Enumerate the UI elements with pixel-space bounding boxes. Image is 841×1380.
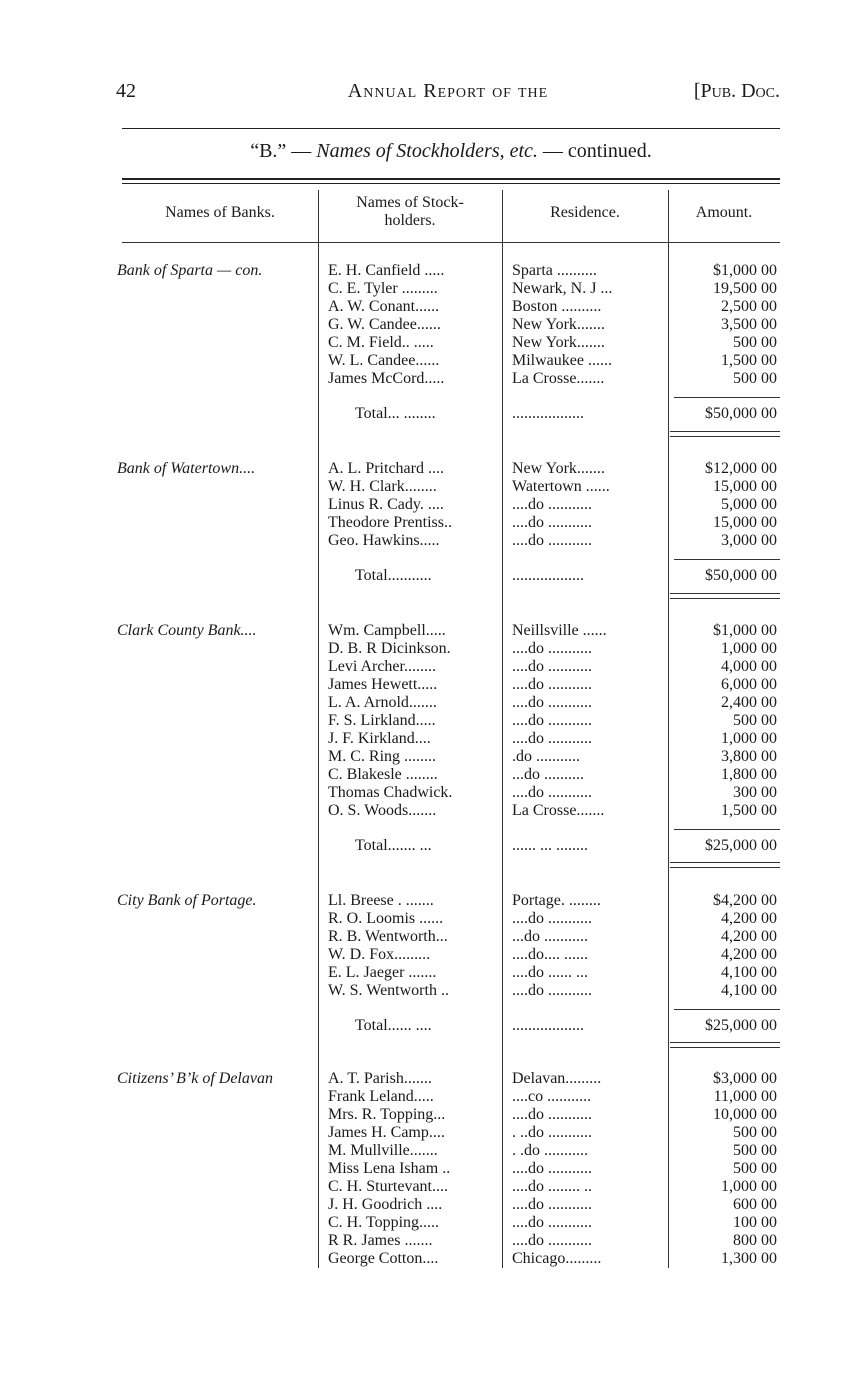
header-bottom-rule [122,242,780,243]
table-row [0,982,841,1000]
double-rule [670,1042,780,1048]
stockholder-name: A. W. Conant...... [328,298,440,315]
residence: ....do ........... [512,1232,592,1249]
total-row [0,1016,841,1036]
total-dots: .................. [512,405,584,422]
residence: Sparta .......... [512,262,597,279]
stockholder-name: James Hewett..... [328,676,438,693]
table-row [0,640,841,658]
residence: .do ........... [512,748,580,765]
running-title: Annual Report of the [347,80,549,102]
amount: 1,500 00 [721,802,777,819]
sum-rule [674,829,780,830]
table-row [0,1232,841,1250]
header-amount: Amount. [695,204,753,221]
table-row [0,280,841,298]
residence: ....do ........... [512,496,592,513]
amount: 11,000 00 [713,1088,777,1105]
amount: 500 00 [733,370,777,387]
stockholder-name: W. L. Candee...... [328,352,440,369]
residence: . ..do ........... [512,1124,592,1141]
table-row [0,460,841,478]
table-row [0,478,841,496]
table-row [0,1106,841,1124]
table-row [0,1070,841,1088]
stockholder-name: E. L. Jaeger ....... [328,964,437,981]
amount: 3,000 00 [721,532,777,549]
total-amount: $50,000 00 [705,567,777,584]
stockholder-name: A. T. Parish....... [328,1070,432,1087]
residence: New York....... [512,460,605,477]
stockholder-name: James McCord..... [328,370,445,387]
amount: 6,000 00 [721,676,777,693]
residence: La Crosse....... [512,370,605,387]
amount: $3,000 00 [713,1070,777,1087]
amount: 4,100 00 [721,964,777,981]
header-residence: Residence. [550,204,620,221]
residence: Newark, N. J ... [512,280,613,297]
residence: ....do ........ .. [512,1178,592,1195]
amount: 4,200 00 [721,910,777,927]
table-row [0,622,841,640]
table-row [0,946,841,964]
residence: ....do ........... [512,658,592,675]
table-row [0,712,841,730]
total-amount: $50,000 00 [705,405,777,422]
residence: ....do ...... ... [512,964,588,981]
stockholder-name: E. H. Canfield ..... [328,262,445,279]
sum-rule [674,1009,780,1010]
stockholder-name: C. M. Field.. ..... [328,334,434,351]
table-row [0,892,841,910]
stockholder-name: C. H. Topping..... [328,1214,440,1231]
residence: ....do ........... [512,730,592,747]
amount: 500 00 [733,712,777,729]
sum-rule [674,397,780,398]
total-row [0,404,841,424]
amount: 5,000 00 [721,496,777,513]
caption-italic: Names of Stockholders, etc. [316,140,538,162]
table-row [0,334,841,352]
stockholder-name: R R. James ....... [328,1232,433,1249]
residence: ....do ........... [512,910,592,927]
residence: ....do ........... [512,514,592,531]
table-row [0,316,841,334]
stockholder-name: James H. Camp.... [328,1124,445,1141]
stockholder-name: Mrs. R. Topping... [328,1106,446,1123]
table-row [0,352,841,370]
table-caption [122,140,780,163]
stockholder-name: M. C. Ring ........ [328,748,437,765]
table-row [0,1142,841,1160]
amount: 800 00 [733,1232,777,1249]
bank-name: Bank of Watertown.... [117,460,256,477]
amount: 500 00 [733,1124,777,1141]
amount: 10,000 00 [713,1106,777,1123]
sum-rule [674,559,780,560]
amount: 1,000 00 [721,730,777,747]
table-row [0,1124,841,1142]
total-row [0,566,841,586]
residence: Neillsville ...... [512,622,607,639]
amount: 500 00 [733,1160,777,1177]
stockholder-name: Theodore Prentiss.. [328,514,452,531]
residence: Watertown ...... [512,478,610,495]
stockholder-name: J. H. Goodrich .... [328,1196,443,1213]
stockholder-name: F. S. Lirkland..... [328,712,436,729]
double-rule [670,593,780,599]
stockholder-name: C. Blakesle ........ [328,766,438,783]
residence: ....do ........... [512,784,592,801]
amount: 15,000 00 [713,514,777,531]
stockholder-name: Ll. Breese . ....... [328,892,434,909]
amount: 600 00 [733,1196,777,1213]
stockholder-name: W. H. Clark........ [328,478,437,495]
bank-name: Clark County Bank.... [117,622,257,639]
stockholder-name: A. L. Pritchard .... [328,460,444,477]
amount: 19,500 00 [713,280,777,297]
table-top-rule [122,178,780,180]
table-row [0,1088,841,1106]
total-label: Total...... .... [355,1017,432,1034]
amount: $1,000 00 [713,262,777,279]
total-dots: .................. [512,1017,584,1034]
residence: La Crosse....... [512,802,605,819]
total-row [0,836,841,856]
residence: ....do ........... [512,694,592,711]
stockholder-name: Geo. Hawkins..... [328,532,440,549]
table-row [0,1178,841,1196]
amount: 15,000 00 [713,478,777,495]
amount: 500 00 [733,334,777,351]
table-row [0,910,841,928]
stockholder-name: R. O. Loomis ...... [328,910,444,927]
table-row [0,1214,841,1232]
header-stockholders-line2: holders. [384,212,436,229]
stockholder-name: Frank Leland..... [328,1088,434,1105]
table-row [0,532,841,550]
table-row [0,676,841,694]
table-row [0,658,841,676]
amount: 3,500 00 [721,316,777,333]
table-row [0,928,841,946]
stockholder-name: D. B. R Dicinkson. [328,640,451,657]
residence: Milwaukee ...... [512,352,612,369]
total-amount: $25,000 00 [705,1017,777,1034]
residence: ....do ........... [512,1106,592,1123]
residence: ....do ........... [512,532,592,549]
amount: 500 00 [733,1142,777,1159]
amount: 1,000 00 [721,1178,777,1195]
table-row [0,802,841,820]
table-row [0,784,841,802]
table-row [0,766,841,784]
residence: Portage. ........ [512,892,601,909]
stockholder-name: O. S. Woods....... [328,802,437,819]
amount: 4,200 00 [721,946,777,963]
amount: 1,800 00 [721,766,777,783]
stockholder-name: Linus R. Cady. .... [328,496,444,513]
doc-label: [Pub. Doc. [693,80,780,102]
amount: 2,400 00 [721,694,777,711]
stockholder-name: J. F. Kirkland.... [328,730,431,747]
double-rule [670,431,780,437]
double-rule [670,862,780,868]
stockholder-name: R. B. Wentworth... [328,928,448,945]
caption-prefix: “B.” — [250,140,317,162]
residence: ....do ........... [512,676,592,693]
residence: ...do .......... [512,766,584,783]
residence: ....do ........... [512,1196,592,1213]
stockholder-name: C. H. Sturtevant.... [328,1178,448,1195]
residence: . .do ........... [512,1142,588,1159]
residence: Boston .......... [512,298,602,315]
stockholder-name: W. S. Wentworth .. [328,982,449,999]
total-dots: ...... ... ........ [512,837,588,854]
stockholder-name: C. E. Tyler ......... [328,280,438,297]
bank-name: Citizens’ B’k of Delavan [117,1070,273,1087]
header-rule [122,128,780,129]
page-number: 42 [116,80,136,102]
table-row [0,262,841,280]
bank-name: City Bank of Portage. [117,892,257,909]
page-header [116,80,780,110]
amount: $12,000 00 [705,460,777,477]
stockholder-name: G. W. Candee...... [328,316,441,333]
table-row [0,694,841,712]
stockholder-name: George Cotton.... [328,1250,439,1267]
amount: 300 00 [733,784,777,801]
amount: 1,300 00 [721,1250,777,1267]
residence: Chicago......... [512,1250,602,1267]
table-row [0,748,841,766]
bank-name: Bank of Sparta — con. [117,262,263,279]
residence: ....do ........... [512,640,592,657]
total-amount: $25,000 00 [705,837,777,854]
stockholder-name: Thomas Chadwick. [328,784,453,801]
amount: 4,200 00 [721,928,777,945]
table-row [0,1196,841,1214]
table-row [0,1160,841,1178]
stockholder-name: M. Mullville....... [328,1142,438,1159]
total-label: Total........... [355,567,432,584]
residence: ....do ........... [512,1160,592,1177]
table-row [0,298,841,316]
table-row [0,496,841,514]
header-stockholders [318,194,502,230]
table-row [0,1250,841,1268]
amount: $4,200 00 [713,892,777,909]
amount: 1,500 00 [721,352,777,369]
header-banks: Names of Banks. [165,204,275,221]
residence: New York....... [512,316,605,333]
amount: 100 00 [733,1214,777,1231]
amount: 4,000 00 [721,658,777,675]
residence: ...do ........... [512,928,588,945]
table-row [0,370,841,388]
amount: 1,000 00 [721,640,777,657]
residence: ....co ........... [512,1088,592,1105]
total-label: Total....... ... [355,837,432,854]
amount: 2,500 00 [721,298,777,315]
caption-suffix: — continued. [537,140,652,162]
total-dots: .................. [512,567,584,584]
total-label: Total... ........ [355,405,436,422]
header-stockholders-line1: Names of Stock- [356,194,464,211]
amount: 3,800 00 [721,748,777,765]
residence: Delavan......... [512,1070,602,1087]
table-row [0,514,841,532]
residence: ....do.... ...... [512,946,588,963]
residence: ....do ........... [512,1214,592,1231]
table-row [0,964,841,982]
amount: $1,000 00 [713,622,777,639]
table-top-rule-inner [122,183,780,184]
table-row [0,730,841,748]
stockholder-name: Wm. Campbell..... [328,622,446,639]
stockholder-name: L. A. Arnold....... [328,694,437,711]
residence: ....do ........... [512,982,592,999]
amount: 4,100 00 [721,982,777,999]
stockholder-name: Miss Lena Isham .. [328,1160,451,1177]
stockholder-name: Levi Archer........ [328,658,436,675]
residence: New York....... [512,334,605,351]
stockholder-name: W. D. Fox......... [328,946,431,963]
residence: ....do ........... [512,712,592,729]
